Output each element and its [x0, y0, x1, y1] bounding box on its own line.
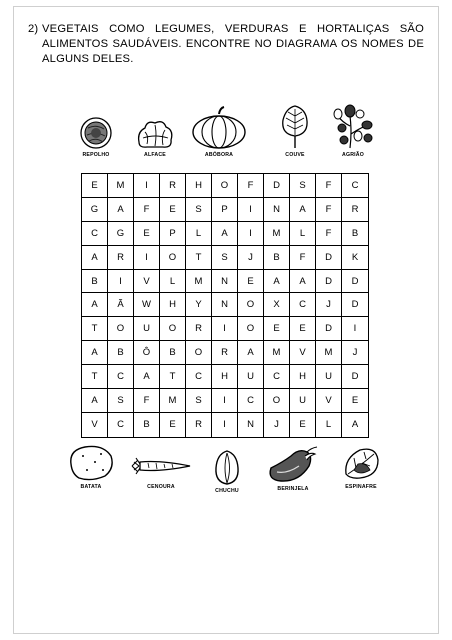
- question: [28, 22, 424, 67]
- vegetable-alface: [124, 118, 186, 158]
- grid-cell: E: [82, 174, 108, 198]
- grid-cell: H: [290, 365, 316, 389]
- grid-cell: A: [238, 341, 264, 365]
- potato-icon: [65, 442, 117, 482]
- grid-cell: A: [290, 198, 316, 222]
- grid-cell: E: [160, 198, 186, 222]
- grid-cell: D: [342, 365, 368, 389]
- grid-cell: I: [212, 413, 238, 437]
- grid-cell: E: [160, 413, 186, 437]
- grid-cell: U: [238, 365, 264, 389]
- grid-cell: O: [160, 246, 186, 270]
- grid-cell: L: [316, 413, 342, 437]
- grid-cell: A: [212, 222, 238, 246]
- grid-cell: D: [264, 174, 290, 198]
- grid-cell: O: [212, 174, 238, 198]
- grid-cell: T: [160, 365, 186, 389]
- cabbage-icon: [78, 116, 114, 150]
- grid-cell: H: [160, 293, 186, 317]
- grid-cell: B: [134, 413, 160, 437]
- grid-cell: F: [316, 198, 342, 222]
- grid-cell: C: [108, 365, 134, 389]
- grid-cell: A: [290, 270, 316, 294]
- grid-cell: C: [82, 222, 108, 246]
- grid-cell: P: [212, 198, 238, 222]
- bottom-vegetables-row: [60, 442, 400, 502]
- vegetable-batata: [60, 442, 122, 490]
- grid-cell: A: [108, 198, 134, 222]
- grid-cell: D: [342, 293, 368, 317]
- question-number: 2): [28, 23, 39, 35]
- grid-cell: J: [238, 246, 264, 270]
- grid-cell: D: [316, 270, 342, 294]
- spinach-icon: [340, 444, 382, 482]
- grid-cell: Y: [186, 293, 212, 317]
- vegetable-label: COUVE: [285, 152, 305, 158]
- eggplant-icon: [263, 444, 323, 484]
- grid-cell: E: [264, 317, 290, 341]
- vegetable-abobora: [188, 106, 250, 158]
- grid-cell: D: [342, 270, 368, 294]
- grid-cell: F: [316, 222, 342, 246]
- grid-cell: Ô: [134, 341, 160, 365]
- grid-cell: C: [264, 365, 290, 389]
- grid-cell: L: [186, 222, 212, 246]
- grid-cell: T: [82, 317, 108, 341]
- vegetable-label: CHUCHU: [215, 488, 239, 494]
- grid-cell: H: [186, 174, 212, 198]
- grid-cell: J: [342, 341, 368, 365]
- grid-cell: O: [264, 389, 290, 413]
- grid-cell: C: [108, 413, 134, 437]
- grid-cell: F: [316, 174, 342, 198]
- grid-cell: L: [290, 222, 316, 246]
- grid-cell: J: [316, 293, 342, 317]
- grid-cell: C: [342, 174, 368, 198]
- grid-cell: M: [108, 174, 134, 198]
- grid-cell: M: [316, 341, 342, 365]
- grid-cell: P: [160, 222, 186, 246]
- grid-cell: O: [238, 293, 264, 317]
- grid-cell: R: [342, 198, 368, 222]
- grid-cell: V: [134, 270, 160, 294]
- grid-cell: E: [290, 317, 316, 341]
- pumpkin-icon: [190, 106, 248, 150]
- grid-cell: I: [238, 198, 264, 222]
- grid-cell: H: [212, 365, 238, 389]
- grid-cell: U: [316, 365, 342, 389]
- grid-cell: N: [264, 198, 290, 222]
- grid-cell: A: [134, 365, 160, 389]
- grid-cell: N: [212, 270, 238, 294]
- top-vegetables-row: [60, 102, 400, 162]
- grid-cell: Ã: [108, 293, 134, 317]
- grid-cell: B: [342, 222, 368, 246]
- grid-cell: G: [82, 198, 108, 222]
- grid-cell: D: [316, 246, 342, 270]
- chayote-icon: [211, 448, 243, 486]
- grid-cell: M: [186, 270, 212, 294]
- grid-cell: C: [238, 389, 264, 413]
- grid-cell: O: [160, 317, 186, 341]
- vegetable-cenoura: [130, 452, 192, 490]
- grid-cell: F: [134, 198, 160, 222]
- grid-cell: S: [290, 174, 316, 198]
- vegetable-label: BATATA: [80, 484, 102, 490]
- grid-cell: I: [212, 317, 238, 341]
- grid-cell: B: [264, 246, 290, 270]
- grid-cell: M: [264, 222, 290, 246]
- vegetable-label: REPOLHO: [82, 152, 110, 158]
- grid-cell: I: [134, 174, 160, 198]
- grid-cell: J: [264, 413, 290, 437]
- grid-cell: R: [186, 413, 212, 437]
- grid-cell: S: [186, 389, 212, 413]
- grid-cell: D: [316, 317, 342, 341]
- grid-cell: A: [264, 270, 290, 294]
- vegetable-agriao: [322, 102, 384, 158]
- grid-cell: E: [134, 222, 160, 246]
- grid-cell: F: [290, 246, 316, 270]
- vegetable-label: ABÓBORA: [204, 152, 234, 158]
- grid-cell: R: [160, 174, 186, 198]
- grid-cell: V: [82, 413, 108, 437]
- grid-cell: I: [108, 270, 134, 294]
- grid-cell: S: [212, 246, 238, 270]
- vegetable-label: ALFACE: [144, 152, 166, 158]
- grid-cell: O: [186, 341, 212, 365]
- grid-cell: A: [82, 389, 108, 413]
- grid-cell: C: [186, 365, 212, 389]
- grid-cell: M: [160, 389, 186, 413]
- grid-cell: C: [290, 293, 316, 317]
- grid-cell: I: [134, 246, 160, 270]
- grid-cell: T: [82, 365, 108, 389]
- grid-cell: L: [160, 270, 186, 294]
- lettuce-icon: [135, 118, 175, 150]
- grid-cell: O: [238, 317, 264, 341]
- grid-cell: I: [238, 222, 264, 246]
- grid-cell: S: [108, 389, 134, 413]
- vegetable-label: AGRIÃO: [342, 152, 364, 158]
- vegetable-espinafre: [330, 444, 392, 490]
- grid-cell: A: [351, 419, 359, 431]
- vegetable-chuchu: [196, 448, 258, 494]
- grid-cell: E: [290, 413, 316, 437]
- grid-cell: B: [82, 270, 108, 294]
- grid-cell: G: [108, 222, 134, 246]
- grid-cell: A: [82, 246, 108, 270]
- grid-cell: F: [134, 389, 160, 413]
- grid-cell: U: [290, 389, 316, 413]
- grid-cell: N: [238, 413, 264, 437]
- carrot-icon: [130, 452, 192, 482]
- grid-cell: E: [238, 270, 264, 294]
- grid-cell: I: [212, 389, 238, 413]
- grid-cell: A: [82, 293, 108, 317]
- question-text: VEGETAIS COMO LEGUMES, VERDURAS E HORTALIÇAS SÃO ALIMENTOS SAUDÁVEIS. ENCONTRE NO DIAGRAMA OS NOMES DE ALGUNS DELES.: [42, 23, 424, 65]
- vegetable-label: ESPINAFRE: [345, 484, 377, 490]
- grid-cell: R: [186, 317, 212, 341]
- grid-cell: V: [316, 389, 342, 413]
- grid-cell: B: [160, 341, 186, 365]
- grid-cell: V: [290, 341, 316, 365]
- grid-cell: X: [264, 293, 290, 317]
- grid-cell: B: [108, 341, 134, 365]
- kale-leaf-icon: [280, 104, 310, 150]
- grid-cell: F: [238, 174, 264, 198]
- grid-cell: M: [264, 341, 290, 365]
- grid-cell: I: [342, 317, 368, 341]
- grid-cell: A: [82, 341, 108, 365]
- grid-cell: W: [134, 293, 160, 317]
- vegetable-couve: [264, 104, 326, 158]
- vegetable-berinjela: [262, 444, 324, 492]
- grid-cell: U: [134, 317, 160, 341]
- grid-cell: O: [108, 317, 134, 341]
- vegetable-label: BERINJELA: [277, 486, 309, 492]
- grid-cell: T: [186, 246, 212, 270]
- grid-cell: E: [342, 389, 368, 413]
- watercress-icon: [330, 102, 376, 150]
- vegetable-label: CENOURA: [147, 484, 175, 490]
- word-search-grid: [81, 173, 369, 438]
- grid-cell: R: [108, 246, 134, 270]
- grid-cell: R: [212, 341, 238, 365]
- grid-cell: S: [186, 198, 212, 222]
- vegetable-repolho: [65, 116, 127, 158]
- grid-cell: K: [342, 246, 368, 270]
- grid-cell: N: [212, 293, 238, 317]
